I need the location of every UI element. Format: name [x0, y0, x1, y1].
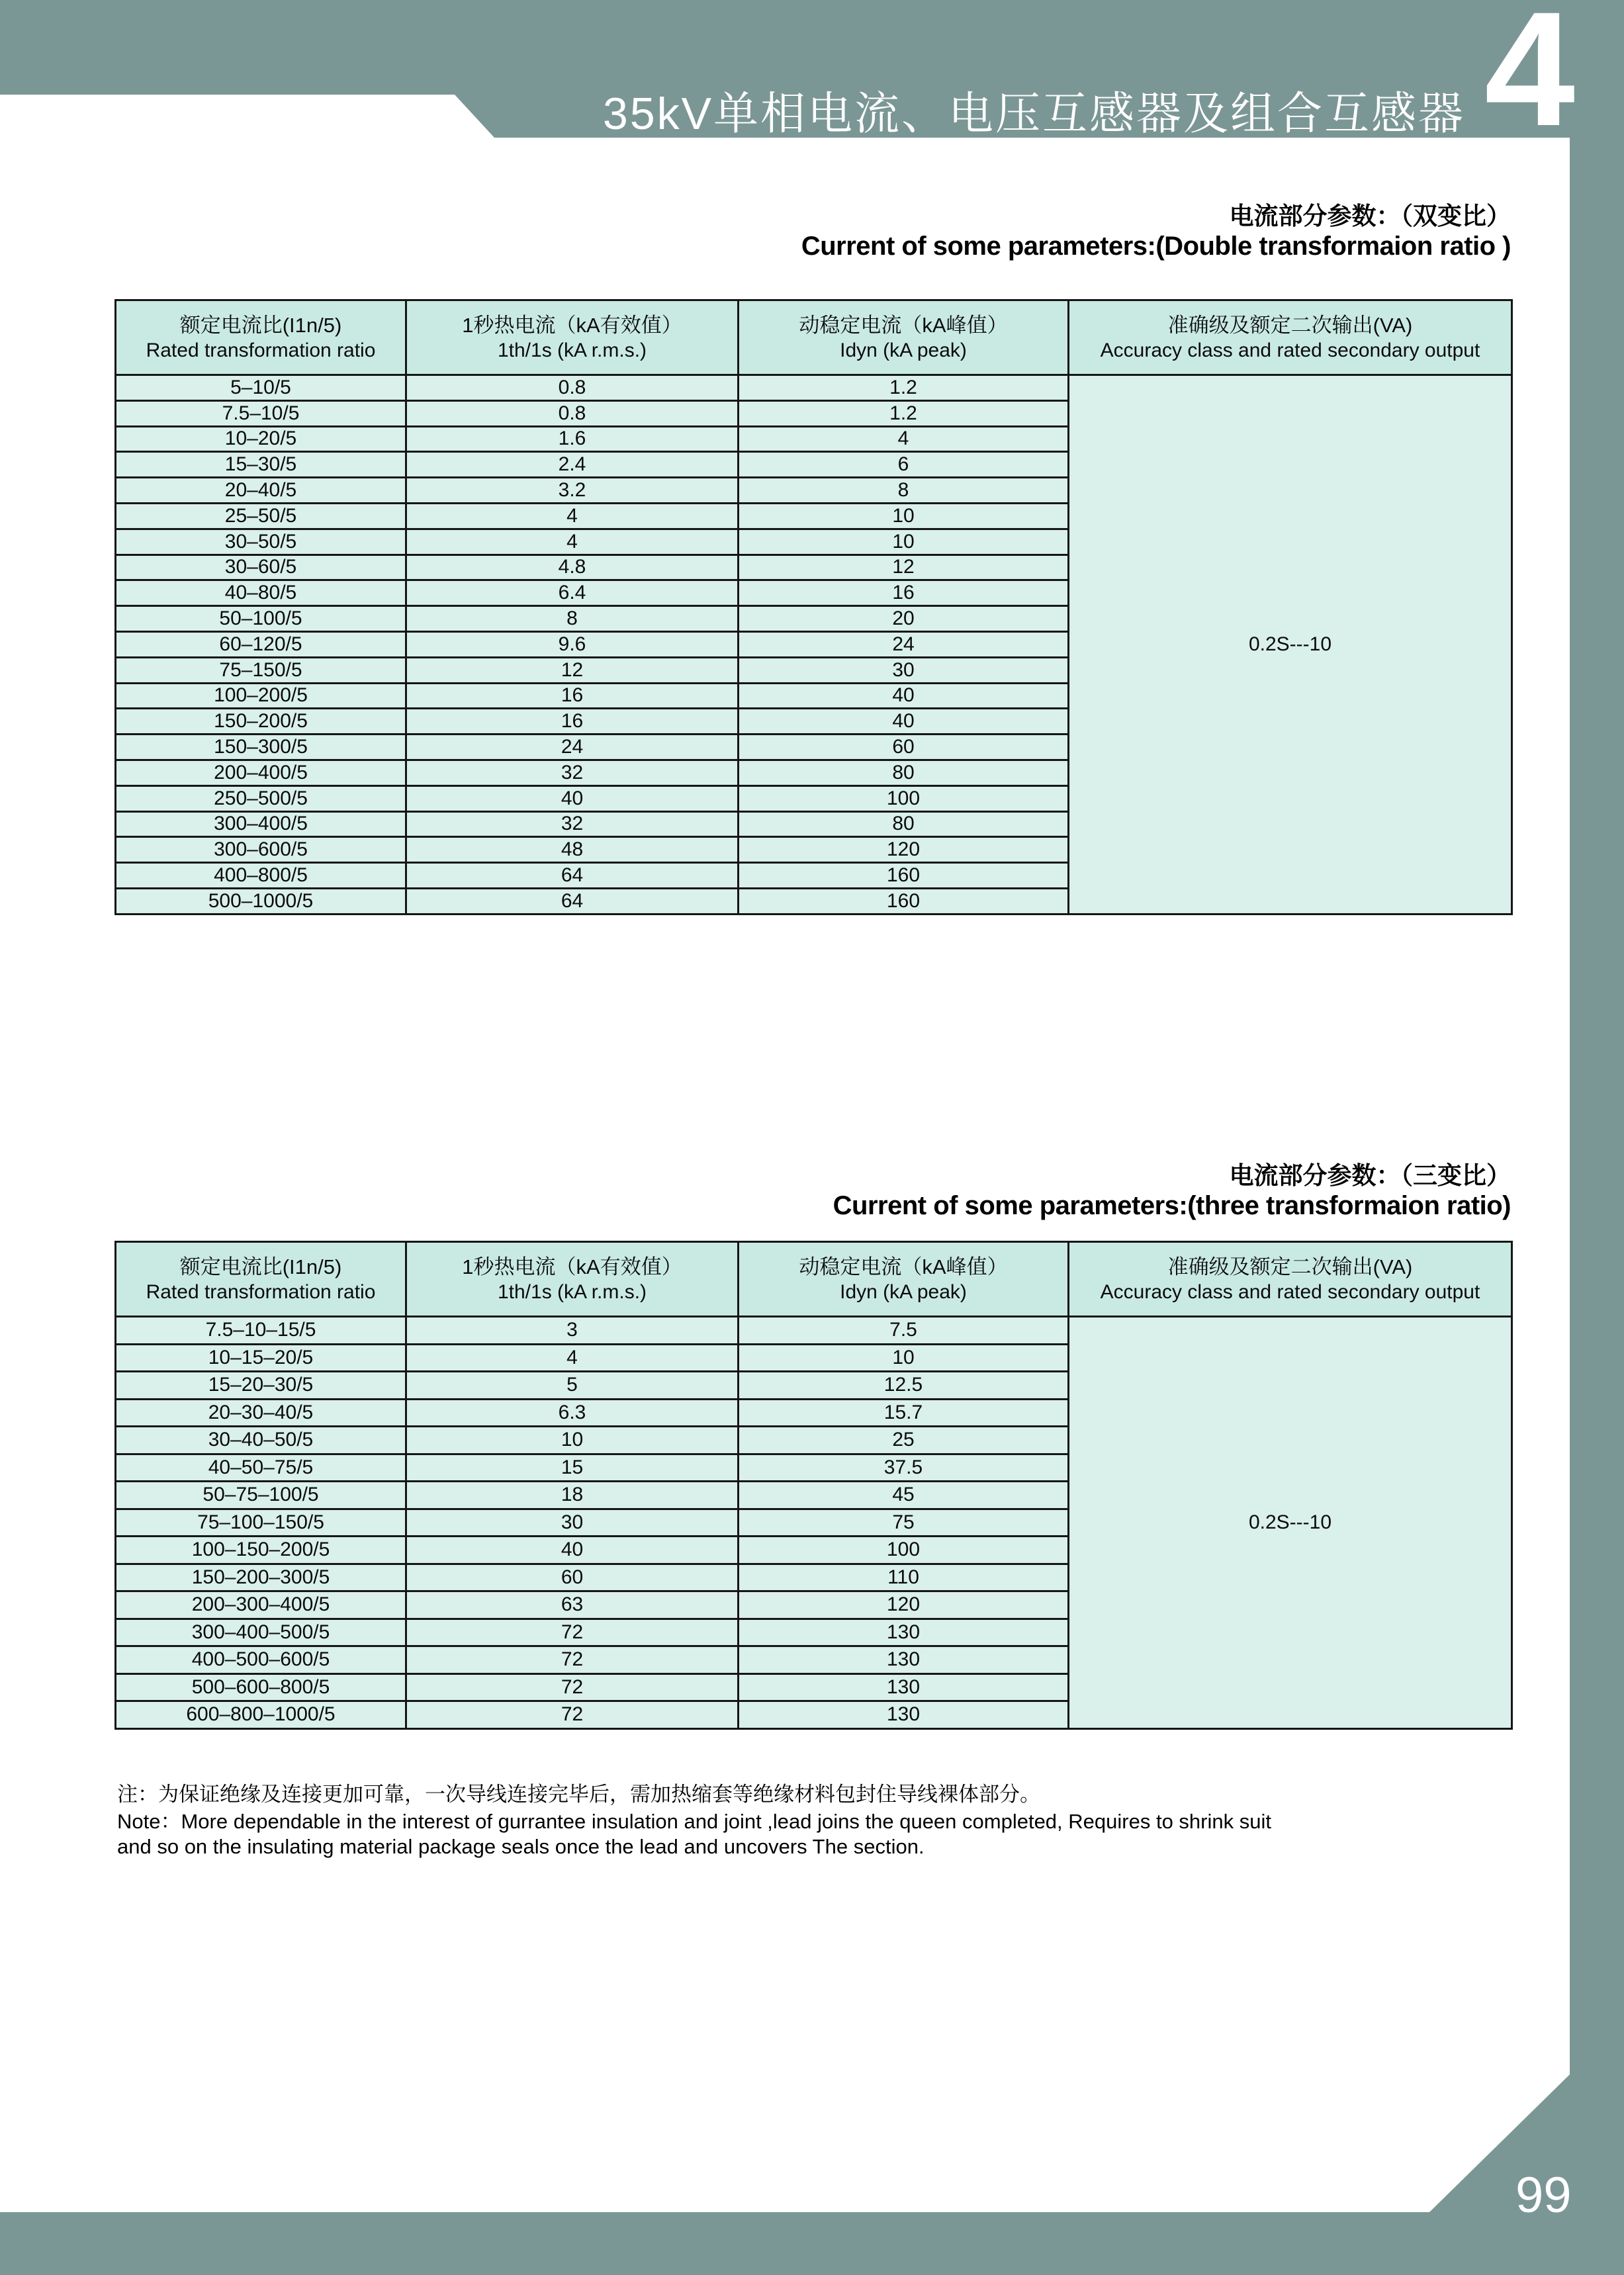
table-cell: 6	[739, 452, 1069, 478]
table-cell: 50–75–100/5	[116, 1482, 406, 1509]
table-cell: 15–30/5	[116, 452, 406, 478]
table-cell: 40	[406, 1537, 739, 1564]
table-cell: 0.8	[406, 400, 739, 426]
table-cell: 30–50/5	[116, 529, 406, 555]
column-header: 1秒热电流（kA有效值） 1th/1s (kA r.m.s.)	[406, 1242, 739, 1317]
right-edge-bar	[1570, 0, 1624, 2275]
column-header: 动稳定电流（kA峰值） Idyn (kA peak)	[739, 1242, 1069, 1317]
column-header: 准确级及额定二次输出(VA) Accuracy class and rated secondary output	[1069, 1242, 1512, 1317]
table-cell: 500–1000/5	[116, 888, 406, 914]
table-cell: 100–200/5	[116, 683, 406, 709]
column-header: 1秒热电流（kA有效值） 1th/1s (kA r.m.s.)	[406, 300, 739, 375]
table-cell: 120	[739, 837, 1069, 863]
table-cell: 100	[739, 785, 1069, 811]
chapter-number: 4	[1484, 0, 1575, 160]
table-cell: 3.2	[406, 478, 739, 504]
table-cell: 6.4	[406, 580, 739, 606]
table-cell: 15	[406, 1454, 739, 1482]
page-title: 35kV单相电流、电压互感器及组合互感器	[603, 89, 1465, 139]
table-cell: 10–20/5	[116, 426, 406, 452]
table-cell: 64	[406, 863, 739, 889]
table-cell: 40–50–75/5	[116, 1454, 406, 1482]
table-cell: 150–300/5	[116, 735, 406, 760]
table-row	[116, 1317, 1512, 1345]
table-cell: 150–200/5	[116, 709, 406, 735]
section-1-heading-en: Current of some parameters:(Double transformaion ratio )	[801, 232, 1511, 261]
table-cell: 72	[406, 1646, 739, 1674]
table-cell: 30–40–50/5	[116, 1427, 406, 1454]
table-cell: 40–80/5	[116, 580, 406, 606]
table-cell: 4.8	[406, 555, 739, 580]
footer-band	[0, 2212, 1624, 2275]
table-cell: 30–60/5	[116, 555, 406, 580]
table-cell: 30	[406, 1509, 739, 1537]
table-cell: 4	[739, 426, 1069, 452]
table-cell: 9.6	[406, 631, 739, 657]
table-cell: 110	[739, 1564, 1069, 1591]
table-cell: 300–600/5	[116, 837, 406, 863]
table-cell: 30	[739, 657, 1069, 683]
section-2-heading	[833, 1161, 1511, 1220]
table-cell: 130	[739, 1619, 1069, 1646]
table-cell: 80	[739, 811, 1069, 837]
table-cell: 2.4	[406, 452, 739, 478]
page-number: 99	[1515, 2167, 1572, 2223]
table-cell: 400–800/5	[116, 863, 406, 889]
table-cell: 16	[406, 683, 739, 709]
table-cell: 25–50/5	[116, 503, 406, 529]
table-cell: 64	[406, 888, 739, 914]
table-cell: 250–500/5	[116, 785, 406, 811]
triple-ratio-table	[114, 1241, 1513, 1730]
column-header: 动稳定电流（kA峰值） Idyn (kA peak)	[739, 300, 1069, 375]
table-cell: 72	[406, 1701, 739, 1729]
table-cell: 300–400/5	[116, 811, 406, 837]
table-cell: 160	[739, 888, 1069, 914]
table-cell: 7.5–10–15/5	[116, 1317, 406, 1345]
table-cell: 40	[406, 785, 739, 811]
table-cell: 72	[406, 1673, 739, 1701]
column-header: 额定电流比(I1n/5) Rated transformation ratio	[116, 1242, 406, 1317]
table-row	[116, 375, 1512, 401]
table-cell: 0.8	[406, 375, 739, 401]
table-cell: 25	[739, 1427, 1069, 1454]
table-cell: 1.6	[406, 426, 739, 452]
table-cell: 16	[739, 580, 1069, 606]
table-cell: 60	[739, 735, 1069, 760]
table-cell: 12.5	[739, 1372, 1069, 1400]
table-cell: 10	[739, 503, 1069, 529]
table-cell: 6.3	[406, 1399, 739, 1427]
table-cell: 400–500–600/5	[116, 1646, 406, 1674]
footnote	[117, 1780, 1513, 1859]
table-cell: 10	[739, 1344, 1069, 1372]
table-cell: 12	[739, 555, 1069, 580]
table-cell: 24	[406, 735, 739, 760]
section-2-heading-en: Current of some parameters:(three transformaion ratio)	[833, 1191, 1511, 1220]
table-cell: 48	[406, 837, 739, 863]
table-cell: 75–100–150/5	[116, 1509, 406, 1537]
table-cell: 20–40/5	[116, 478, 406, 504]
table-cell: 75	[739, 1509, 1069, 1537]
table-cell: 100	[739, 1537, 1069, 1564]
table-cell: 130	[739, 1701, 1069, 1729]
table-cell: 63	[406, 1591, 739, 1619]
footnote-en-line1: Note：More dependable in the interest of gurrantee insulation and joint ,lead joins the queen completed, Requires to shrink suit	[117, 1810, 1271, 1833]
table-cell: 15–20–30/5	[116, 1372, 406, 1400]
table-cell: 3	[406, 1317, 739, 1345]
table-cell: 60–120/5	[116, 631, 406, 657]
table-cell: 500–600–800/5	[116, 1673, 406, 1701]
column-header: 准确级及额定二次输出(VA) Accuracy class and rated secondary output	[1069, 300, 1512, 375]
table-cell: 8	[406, 606, 739, 632]
table-cell: 4	[406, 1344, 739, 1372]
footnote-en-line2: and so on the insulating material package seals once the lead and uncovers The section.	[117, 1835, 925, 1858]
table-cell: 12	[406, 657, 739, 683]
table-cell: 16	[406, 709, 739, 735]
section-2-heading-zh: 电流部分参数：（三变比）	[1229, 1162, 1511, 1189]
table-cell: 18	[406, 1482, 739, 1509]
table-cell: 7.5–10/5	[116, 400, 406, 426]
table-cell: 10	[739, 529, 1069, 555]
table-cell: 1.2	[739, 375, 1069, 401]
table-cell: 72	[406, 1619, 739, 1646]
table-cell: 80	[739, 760, 1069, 785]
table-cell: 40	[739, 709, 1069, 735]
table-cell: 40	[739, 683, 1069, 709]
table-cell: 100–150–200/5	[116, 1537, 406, 1564]
column-header: 额定电流比(I1n/5) Rated transformation ratio	[116, 300, 406, 375]
table-cell: 5	[406, 1372, 739, 1400]
table-cell: 4	[406, 503, 739, 529]
section-1-heading	[801, 201, 1511, 261]
table-cell: 37.5	[739, 1454, 1069, 1482]
table-cell: 15.7	[739, 1399, 1069, 1427]
table-cell: 120	[739, 1591, 1069, 1619]
table-cell: 75–150/5	[116, 657, 406, 683]
table-cell: 50–100/5	[116, 606, 406, 632]
table-cell: 60	[406, 1564, 739, 1591]
table-cell: 10	[406, 1427, 739, 1454]
table-cell: 32	[406, 811, 739, 837]
table-cell: 200–300–400/5	[116, 1591, 406, 1619]
table-cell: 8	[739, 478, 1069, 504]
table-cell: 200–400/5	[116, 760, 406, 785]
accuracy-merged-cell: 0.2S---10	[1069, 1317, 1512, 1729]
accuracy-merged-cell: 0.2S---10	[1069, 375, 1512, 914]
table-cell: 32	[406, 760, 739, 785]
table-cell: 1.2	[739, 400, 1069, 426]
table-cell: 45	[739, 1482, 1069, 1509]
double-ratio-table	[114, 299, 1513, 915]
table-cell: 130	[739, 1646, 1069, 1674]
table-cell: 160	[739, 863, 1069, 889]
table-cell: 7.5	[739, 1317, 1069, 1345]
table-cell: 300–400–500/5	[116, 1619, 406, 1646]
table-cell: 5–10/5	[116, 375, 406, 401]
table-cell: 130	[739, 1673, 1069, 1701]
footnote-zh: 注：为保证绝缘及连接更加可靠，一次导线连接完毕后，需加热缩套等绝缘材料包封住导线裸体部分。	[117, 1783, 1040, 1806]
table-cell: 24	[739, 631, 1069, 657]
table-cell: 4	[406, 529, 739, 555]
section-1-heading-zh: 电流部分参数：（双变比）	[1229, 202, 1511, 230]
table-cell: 150–200–300/5	[116, 1564, 406, 1591]
table-cell: 10–15–20/5	[116, 1344, 406, 1372]
table-cell: 20	[739, 606, 1069, 632]
table-cell: 20–30–40/5	[116, 1399, 406, 1427]
table-cell: 600–800–1000/5	[116, 1701, 406, 1729]
